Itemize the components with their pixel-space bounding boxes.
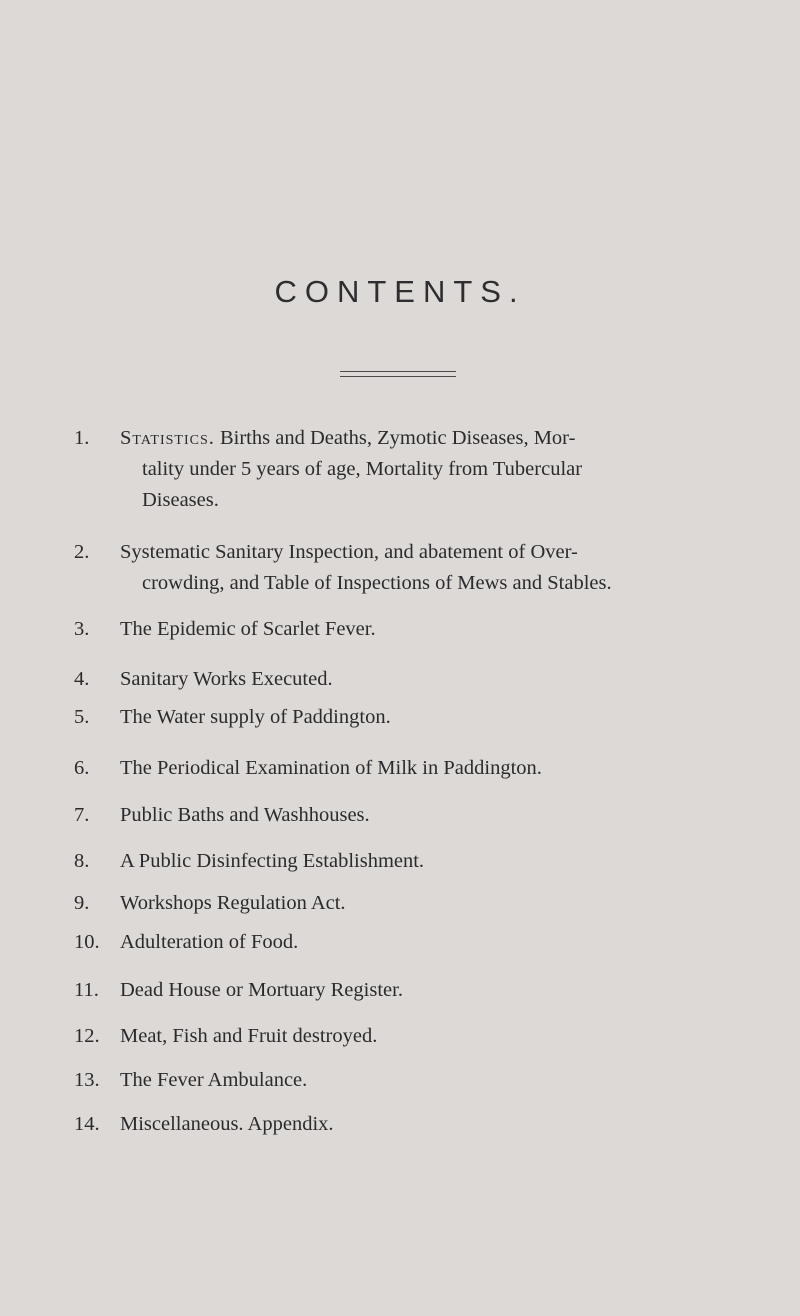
entry-line: The Water supply of Paddington. [120,706,391,728]
entry-number: 2. [74,541,90,563]
entry-line: Public Baths and Washhouses. [120,804,370,826]
entry-number: 3. [74,618,90,640]
entry-number: 14. [74,1113,100,1135]
entry-line: Workshops Regulation Act. [120,892,346,914]
entry-number: 8. [74,850,90,872]
entry-line: Sanitary Works Executed. [120,668,333,690]
entry-line: The Periodical Examination of Milk in Paddington. [120,757,542,779]
entry-number: 11. [74,979,99,1001]
entry-number: 4. [74,668,90,690]
entry-line: Adulteration of Food. [120,931,299,953]
page-title: CONTENTS. [274,274,526,309]
entry-line: Diseases. [142,489,219,511]
entry-line: crowding, and Table of Inspections of Mews and Stables. [142,572,612,594]
entry-line: Meat, Fish and Fruit destroyed. [120,1025,378,1047]
entry-number: 1. [74,427,90,449]
entry-line: Births and Deaths, Zymotic Diseases, Mor- [214,427,576,449]
entry-line: Dead House or Mortuary Register. [120,979,403,1001]
entry-number: 12. [74,1025,100,1047]
entry-line: tality under 5 years of age, Mortality from Tubercular [142,458,583,480]
entry-line: A Public Disinfecting Establishment. [120,850,425,872]
entry-number: 13. [74,1069,100,1091]
entry-line: The Fever Ambulance. [120,1069,308,1091]
entry-line: The Epidemic of Scarlet Fever. [120,618,376,640]
entry-lead: Statistics. [120,427,215,449]
entry-number: 7. [74,804,90,826]
double-rule-divider [340,371,456,377]
entry-number: 9. [74,892,90,914]
entry-line: Systematic Sanitary Inspection, and abatement of Over- [120,541,578,563]
entry-number: 6. [74,757,90,779]
entry-number: 5. [74,706,90,728]
entry-line: Miscellaneous. Appendix. [120,1113,334,1135]
entry-number: 10. [74,931,100,953]
